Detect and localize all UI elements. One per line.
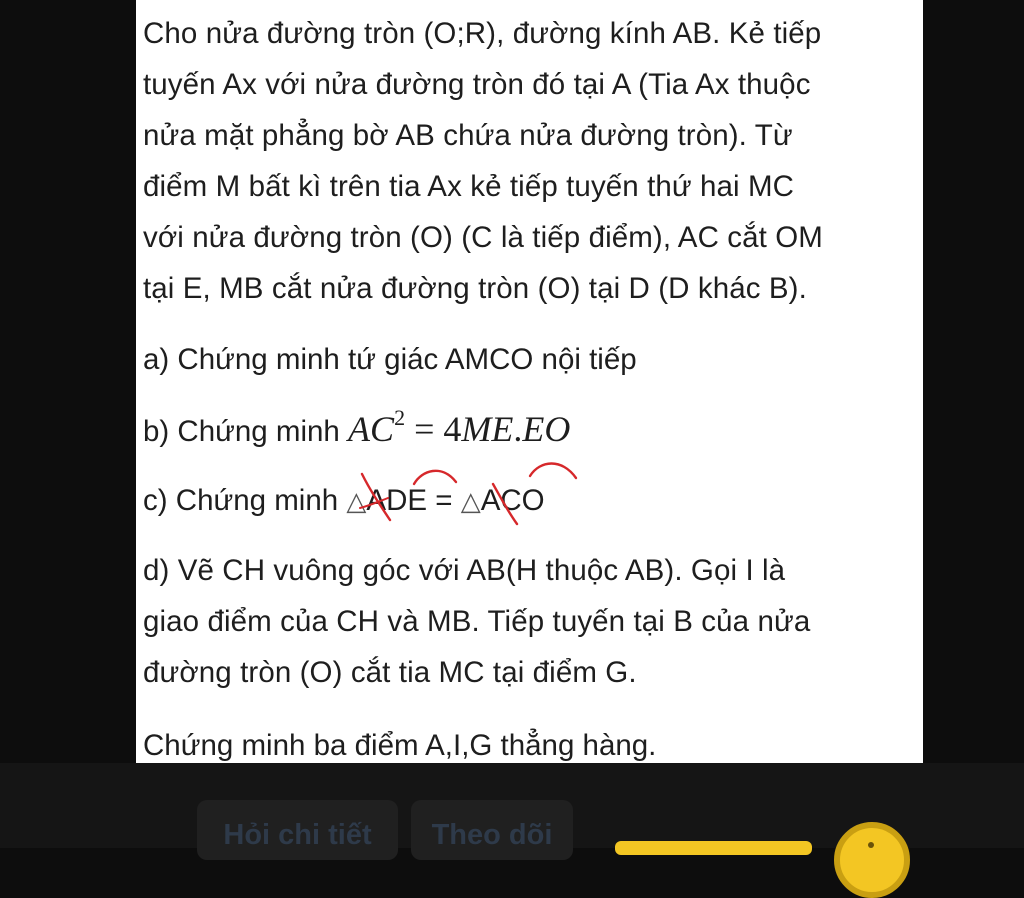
part-c bbox=[143, 475, 545, 527]
part-d-line: d) Vẽ CH vuông góc với AB(H thuộc AB). Gọi I là bbox=[143, 554, 786, 587]
yellow-circle-button-icon[interactable] bbox=[834, 822, 910, 898]
angle-ade-label: ADE bbox=[366, 484, 428, 517]
follow-button[interactable]: Theo dõi bbox=[411, 800, 573, 860]
answer-button[interactable] bbox=[615, 841, 812, 855]
part-c-equals: = bbox=[435, 484, 453, 517]
intro-line: tại E, MB cắt nửa đường tròn (O) tại D (D khác B). bbox=[143, 272, 807, 305]
intro-line: tuyến Ax với nửa đường tròn đó tại A (Tia Ax thuộc bbox=[143, 68, 811, 101]
part-d bbox=[143, 545, 903, 698]
part-b-prefix: b) Chứng minh bbox=[143, 415, 340, 448]
part-final: Chứng minh ba điểm A,I,G thẳng hàng. bbox=[143, 729, 657, 762]
question-card bbox=[136, 0, 923, 763]
part-c-prefix: c) Chứng minh bbox=[143, 484, 339, 517]
problem-intro bbox=[143, 8, 913, 314]
angle-aco bbox=[461, 475, 545, 527]
part-d-line: giao điểm của CH và MB. Tiếp tuyến tại B của nửa bbox=[143, 605, 811, 638]
part-a: a) Chứng minh tứ giác AMCO nội tiếp bbox=[143, 343, 637, 376]
triangle-icon: △ bbox=[460, 486, 481, 516]
intro-line: điểm M bất kì trên tia Ax kẻ tiếp tuyến thứ hai MC bbox=[143, 170, 795, 203]
part-b bbox=[143, 404, 570, 457]
part-b-formula: $AC^2 = 4ME.EO$ bbox=[348, 405, 571, 449]
angle-ade bbox=[346, 475, 427, 527]
angle-aco-label: ACO bbox=[480, 484, 545, 517]
triangle-icon: △ bbox=[346, 486, 367, 516]
intro-line: Cho nửa đường tròn (O;R), đường kính AB. Kẻ tiếp bbox=[143, 17, 822, 50]
intro-line: nửa mặt phẳng bờ AB chứa nửa đường tròn). Từ bbox=[143, 119, 793, 152]
intro-line: với nửa đường tròn (O) (C là tiếp điểm), AC cắt OM bbox=[143, 221, 823, 254]
ask-detail-button[interactable]: Hỏi chi tiết bbox=[197, 800, 398, 860]
part-d-line: đường tròn (O) cắt tia MC tại điểm G. bbox=[143, 656, 637, 689]
